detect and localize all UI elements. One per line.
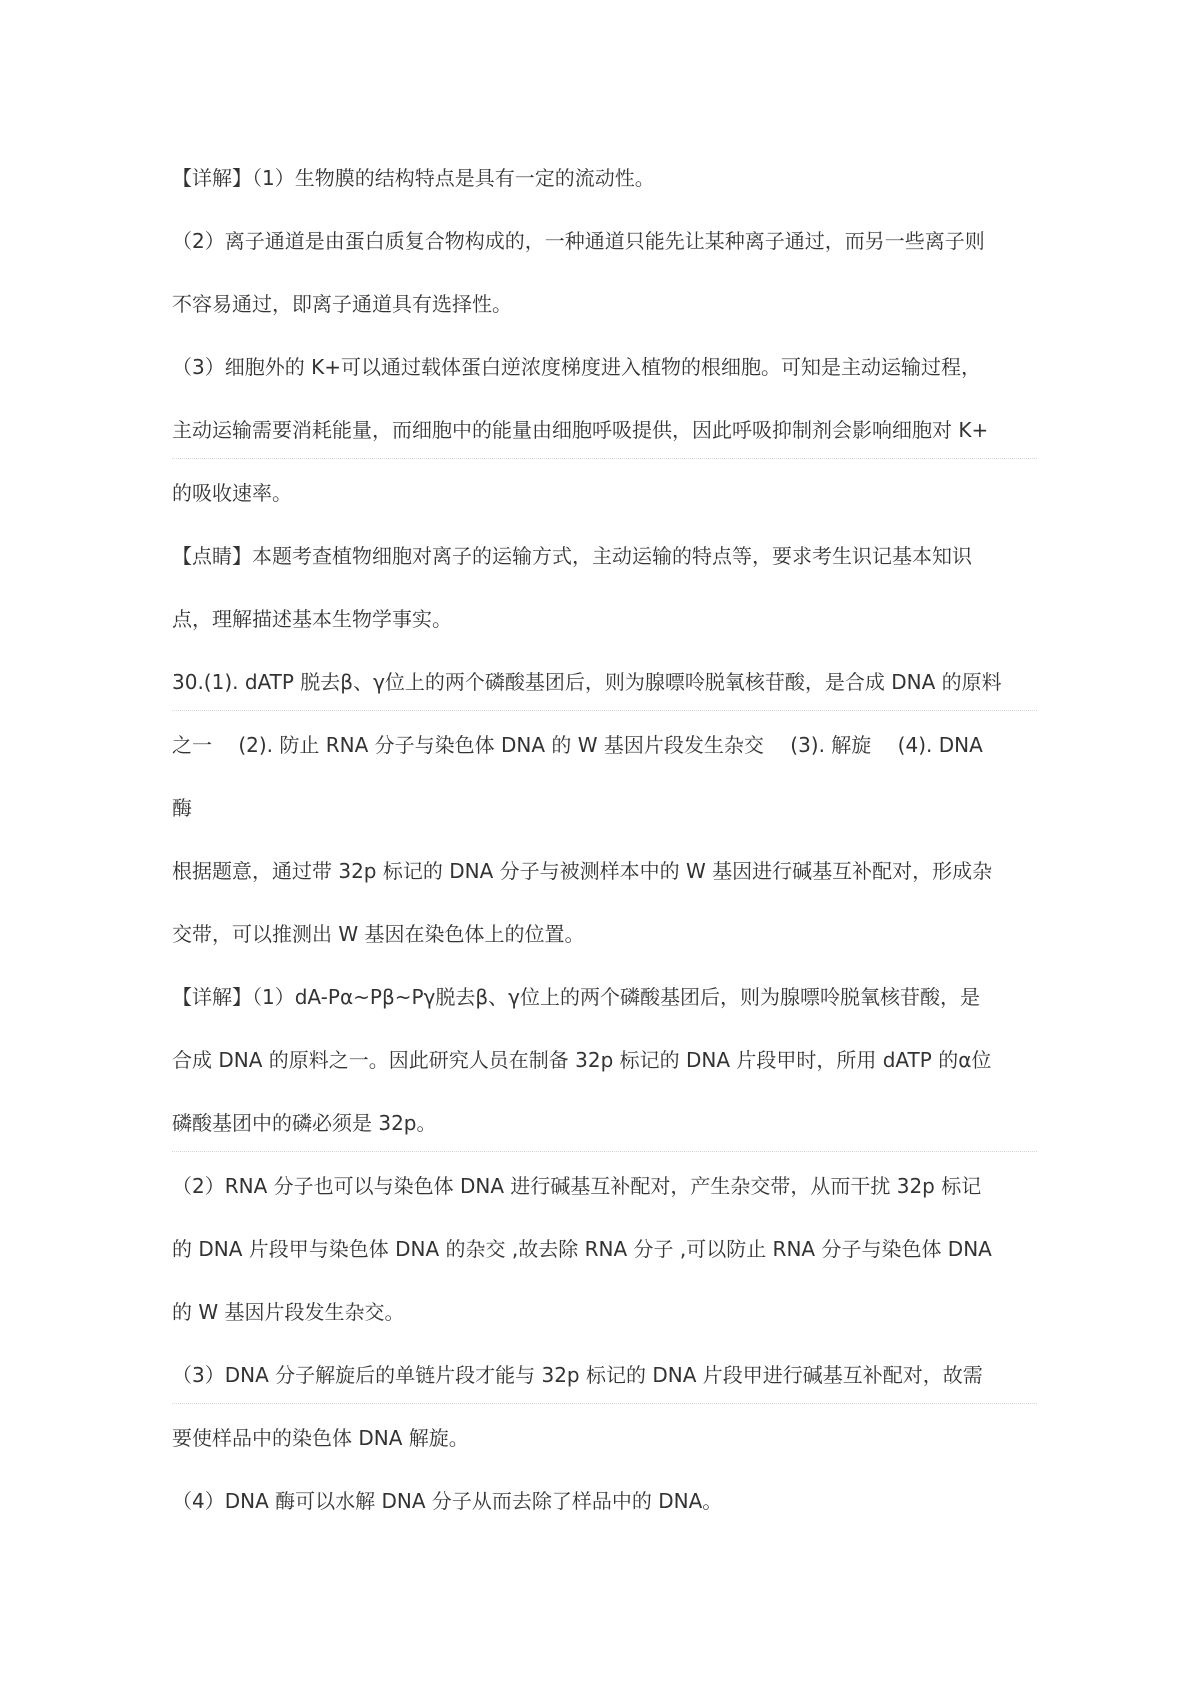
text-line: （3）细胞外的 K+可以通过载体蛋白逆浓度梯度进入植物的根细胞。可知是主动运输过程， <box>172 355 981 379</box>
text-line: 之一 (2). 防止 RNA 分子与染色体 DNA 的 W 基因片段发生杂交 (3). 解旋 (4). DNA <box>172 733 983 757</box>
text-line: 的 DNA 片段甲与染色体 DNA 的杂交 ,故去除 RNA 分子 ,可以防止 RNA 分子与染色体 DNA <box>172 1237 992 1261</box>
text-line: 30.(1). dATP 脱去β、γ位上的两个磷酸基团后，则为腺嘌呤脱氧核苷酸，是合成 DNA 的原料 <box>172 670 1002 694</box>
text-line: 点，理解描述基本生物学事实。 <box>172 607 452 631</box>
text-line: 不容易通过，即离子通道具有选择性。 <box>172 292 512 316</box>
text-line: 酶 <box>172 796 192 820</box>
text-line: 主动运输需要消耗能量，而细胞中的能量由细胞呼吸提供，因此呼吸抑制剂会影响细胞对 K+ <box>172 418 989 442</box>
dotted-separator <box>172 1151 1037 1152</box>
text-line: 【详解】（1）dA-Pα~Pβ~Pγ脱去β、γ位上的两个磷酸基团后，则为腺嘌呤脱氧核苷酸，是 <box>172 985 980 1009</box>
text-line: 合成 DNA 的原料之一。因此研究人员在制备 32p 标记的 DNA 片段甲时，所用 dATP 的α位 <box>172 1048 992 1072</box>
text-line: 交带，可以推测出 W 基因在染色体上的位置。 <box>172 922 585 946</box>
text-line: 要使样品中的染色体 DNA 解旋。 <box>172 1426 469 1450</box>
text-line: 【详解】（1）生物膜的结构特点是具有一定的流动性。 <box>172 166 655 190</box>
text-line: （2）RNA 分子也可以与染色体 DNA 进行碱基互补配对，产生杂交带，从而干扰 32p 标记 <box>172 1174 982 1198</box>
dotted-separator <box>172 1403 1037 1404</box>
dotted-separator <box>172 458 1037 459</box>
text-line: 的吸收速率。 <box>172 481 292 505</box>
text-line: 磷酸基团中的磷必须是 32p。 <box>172 1111 437 1135</box>
dotted-separator <box>172 710 1037 711</box>
text-line: 的 W 基因片段发生杂交。 <box>172 1300 405 1324</box>
text-line: 根据题意，通过带 32p 标记的 DNA 分子与被测样本中的 W 基因进行碱基互补配对，形成杂 <box>172 859 993 883</box>
text-line: （4）DNA 酶可以水解 DNA 分子从而去除了样品中的 DNA。 <box>172 1489 723 1513</box>
text-line: （3）DNA 分子解旋后的单链片段才能与 32p 标记的 DNA 片段甲进行碱基互补配对，故需 <box>172 1363 983 1387</box>
text-line: （2）离子通道是由蛋白质复合物构成的，一种通道只能先让某种离子通过，而另一些离子则 <box>172 229 985 253</box>
text-line: 【点睛】本题考查植物细胞对离子的运输方式，主动运输的特点等，要求考生识记基本知识 <box>172 544 972 568</box>
